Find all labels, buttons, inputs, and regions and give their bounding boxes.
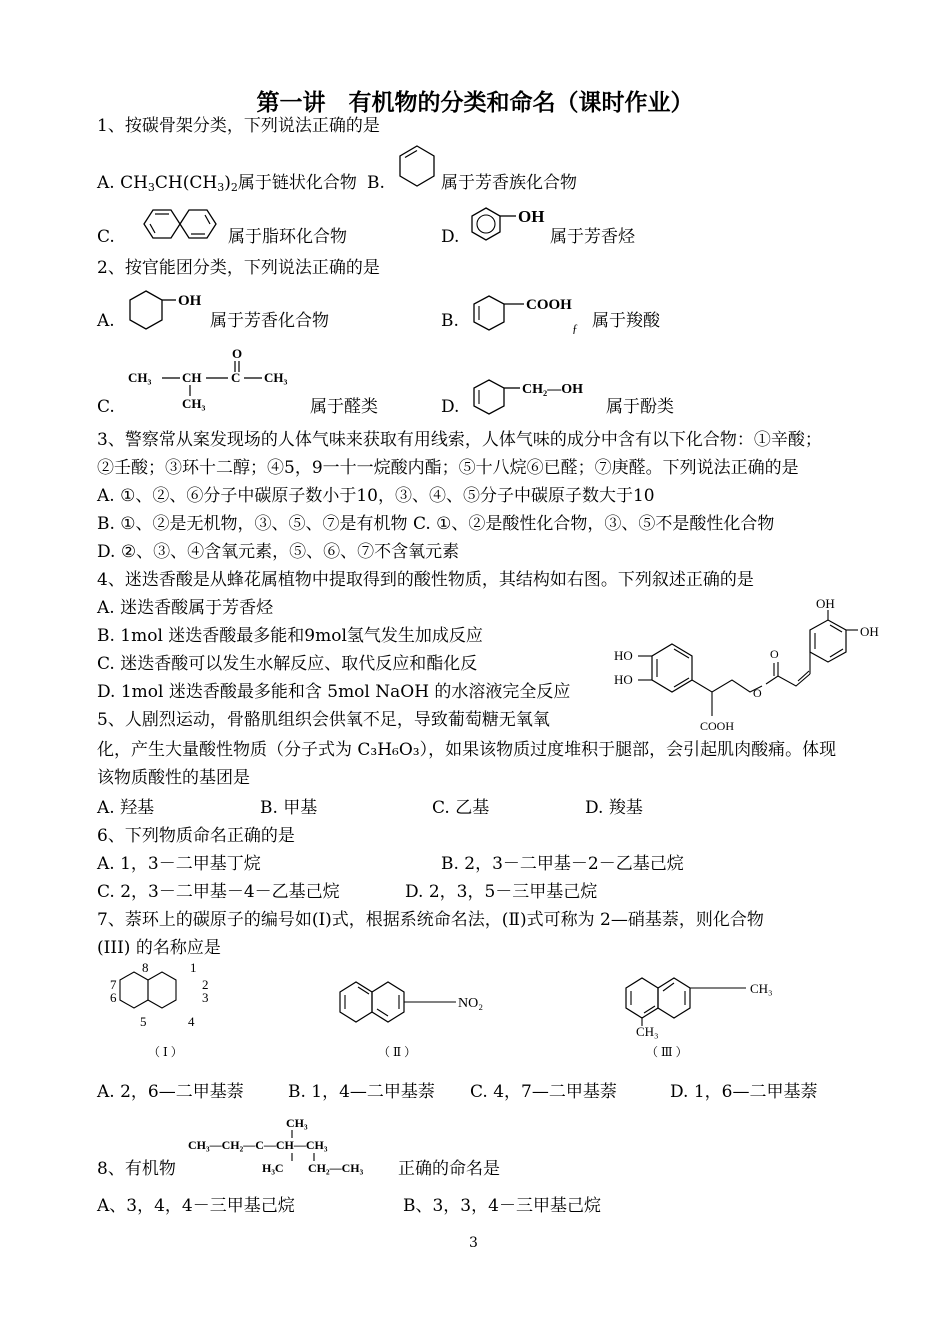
- q2-option-b-label: B.: [441, 311, 459, 331]
- q7-option-c: C. 4，7—二甲基萘: [470, 1082, 617, 1102]
- nitronaphthalene-structure: [334, 966, 534, 1064]
- svg-text:2: 2: [202, 977, 209, 992]
- svg-text:O: O: [770, 647, 779, 661]
- q5-option-c: C. 乙基: [432, 798, 490, 818]
- cyclohexene-structure: [398, 143, 438, 189]
- dimethylnaphthalene-structure: [620, 966, 810, 1064]
- svg-text:CH₃: CH₃: [286, 1116, 308, 1130]
- svg-text:7: 7: [110, 977, 117, 992]
- q8-option-a: A、3，4，4－三甲基己烷: [97, 1196, 295, 1216]
- q2-option-c-text: 属于醛类: [310, 397, 378, 417]
- q4-option-a: A. 迷迭香酸属于芳香烃: [97, 598, 274, 618]
- svg-text:OH: OH: [860, 624, 879, 639]
- svg-text:H₃C: H₃C: [262, 1161, 284, 1175]
- svg-text:1: 1: [190, 960, 197, 975]
- q3-stem-line1: 3、警察常从案发现场的人体气味来获取有用线索，人体气味的成分中含有以下化合物：①辛酸；: [97, 430, 822, 450]
- benzoic-acid-structure: [472, 292, 592, 336]
- naphthalene-numbered-structure: [104, 958, 224, 1064]
- q6-option-c: C. 2，3－二甲基－4－乙基己烷: [97, 882, 340, 902]
- svg-text:OH: OH: [816, 596, 835, 611]
- q3-stem-line2: ②壬酸；③环十二醇；④5，9一十一烷酸内酯；⑤十八烷⑥已醛；⑦庚醛。下列说法正确的是: [97, 458, 799, 478]
- rosmarinic-acid-structure: [612, 596, 882, 742]
- phenol-structure: [470, 202, 550, 246]
- q5-line3: 该物质酸性的基团是: [97, 768, 250, 788]
- naphthalene-structure: [140, 207, 224, 241]
- ketone-structure: [126, 344, 306, 412]
- q1-option-b-label: B.: [367, 173, 385, 193]
- svg-text:HO: HO: [614, 648, 633, 663]
- q5-option-a: A. 羟基: [97, 798, 155, 818]
- page-title: 第一讲 有机物的分类和命名（课时作业）: [256, 90, 694, 116]
- q1-option-b-text: 属于芳香族化合物: [441, 173, 577, 193]
- q2-option-c-label: C.: [97, 397, 115, 417]
- q1-option-d-label: D.: [441, 227, 460, 247]
- q8-formula-structure: [186, 1114, 396, 1180]
- benzoic-cooh-label: COOH: [526, 297, 572, 313]
- q2-option-d-label: D.: [441, 397, 460, 417]
- q1-option-d-text: 属于芳香烃: [550, 227, 635, 247]
- svg-text:HO: HO: [614, 672, 633, 687]
- svg-text:CH₃: CH₃: [128, 370, 152, 385]
- svg-text:（ Ⅰ ）: （ Ⅰ ）: [148, 1045, 183, 1059]
- q4-option-b: B. 1mol 迷迭香酸最多能和9mol氢气发生加成反应: [97, 626, 483, 646]
- q5-line1: 5、人剧烈运动，骨骼肌组织会供氧不足，导致葡萄糖无氧氧: [97, 710, 550, 730]
- cyclohexanol-oh-label: OH: [178, 293, 202, 309]
- q4-stem: 4、迷迭香酸是从蜂花属植物中提取得到的酸性物质，其结构如右图。下列叙述正确的是: [97, 570, 754, 590]
- svg-text:CH₃: CH₃: [182, 396, 206, 411]
- cyclohexanol-structure: [128, 288, 208, 334]
- q2-option-a-text: 属于芳香化合物: [210, 311, 329, 331]
- q7-line2: (III) 的名称应是: [97, 938, 221, 958]
- q8-suffix: 正确的命名是: [398, 1159, 500, 1179]
- benzyl-alcohol-structure: [472, 376, 612, 420]
- q8-prefix: 8、有机物: [97, 1159, 176, 1179]
- svg-text:CH₂—CH₃: CH₂—CH₃: [308, 1161, 364, 1175]
- svg-text:O: O: [753, 686, 762, 700]
- svg-text:CH₃: CH₃: [264, 370, 288, 385]
- q2-option-d-text: 属于酚类: [606, 397, 674, 417]
- q6-option-a: A. 1，3－二甲基丁烷: [97, 854, 261, 874]
- svg-text:8: 8: [142, 960, 149, 975]
- phenol-oh-label: OH: [518, 207, 545, 226]
- svg-text:CH₃: CH₃: [636, 1024, 659, 1039]
- q1-option-c-text: 属于脂环化合物: [228, 227, 347, 247]
- svg-text:COOH: COOH: [700, 719, 735, 733]
- svg-text:（ Ⅱ ）: （ Ⅱ ）: [378, 1045, 417, 1059]
- svg-text:6: 6: [110, 990, 117, 1005]
- svg-text:CH₃—CH₂—C—CH—CH₃: CH₃—CH₂—C—CH—CH₃: [188, 1138, 328, 1152]
- svg-text:（ Ⅲ ）: （ Ⅲ ）: [646, 1045, 688, 1059]
- q7-option-d: D. 1，6—二甲基萘: [670, 1082, 818, 1102]
- q7-option-b: B. 1，4—二甲基萘: [288, 1082, 435, 1102]
- q6-option-d: D. 2，3，5－三甲基己烷: [405, 882, 598, 902]
- svg-text:ƒ: ƒ: [572, 321, 578, 335]
- q8-option-b: B、3，3，4－三甲基己烷: [403, 1196, 601, 1216]
- q7-option-a: A. 2，6—二甲基萘: [97, 1082, 244, 1102]
- q6-stem: 6、下列物质命名正确的是: [97, 826, 295, 846]
- benzyl-group-label: CH₂—OH: [522, 382, 583, 397]
- q1-stem: 1、按碳骨架分类，下列说法正确的是: [97, 116, 380, 136]
- q4-option-c: C. 迷迭香酸可以发生水解反应、取代反应和酯化反: [97, 654, 478, 674]
- q5-option-b: B. 甲基: [260, 798, 318, 818]
- q3-option-bc: B. ①、②是无机物，③、⑤、⑦是有机物 C. ①、②是酸性化合物，③、⑤不是酸性化合物: [97, 514, 775, 534]
- svg-text:CH: CH: [182, 370, 202, 385]
- q3-option-a: A. ①、②、⑥分子中碳原子数小于10，③、④、⑤分子中碳原子数大于10: [97, 486, 655, 506]
- svg-text:5: 5: [140, 1014, 147, 1029]
- q7-line1: 7、萘环上的碳原子的编号如(Ⅰ)式，根据系统命名法，(Ⅱ)式可称为 2—硝基萘，则化合物: [97, 910, 764, 930]
- q1-option-c-label: C.: [97, 227, 115, 247]
- q5-option-d: D. 羧基: [585, 798, 643, 818]
- q6-option-b: B. 2，3－二甲基－2－乙基己烷: [441, 854, 684, 874]
- svg-text:4: 4: [188, 1014, 195, 1029]
- q2-option-a-label: A.: [97, 311, 115, 331]
- q2-stem: 2、按官能团分类，下列说法正确的是: [97, 258, 380, 278]
- svg-text:O: O: [232, 346, 243, 361]
- svg-text:C: C: [231, 370, 241, 385]
- q5-line2: 化，产生大量酸性物质（分子式为 C₃H₆O₃），如果该物质过度堆积于腿部，会引起肌肉酸痛。体现: [97, 740, 837, 760]
- q3-option-d: D. ②、③、④含氧元素，⑤、⑥、⑦不含氧元素: [97, 542, 460, 562]
- q1-option-a: A. $CH_3CH(CH_3)_2$属于链状化合物: [97, 173, 357, 194]
- svg-text:CH₃: CH₃: [750, 981, 773, 996]
- page-number: 3: [469, 1235, 478, 1251]
- q2-option-b-text: 属于羧酸: [592, 311, 660, 331]
- svg-text:NO₂: NO₂: [458, 996, 484, 1011]
- q4-option-d: D. 1mol 迷迭香酸最多能和含 5mol NaOH 的水溶液完全反应: [97, 682, 571, 702]
- svg-text:3: 3: [202, 990, 209, 1005]
